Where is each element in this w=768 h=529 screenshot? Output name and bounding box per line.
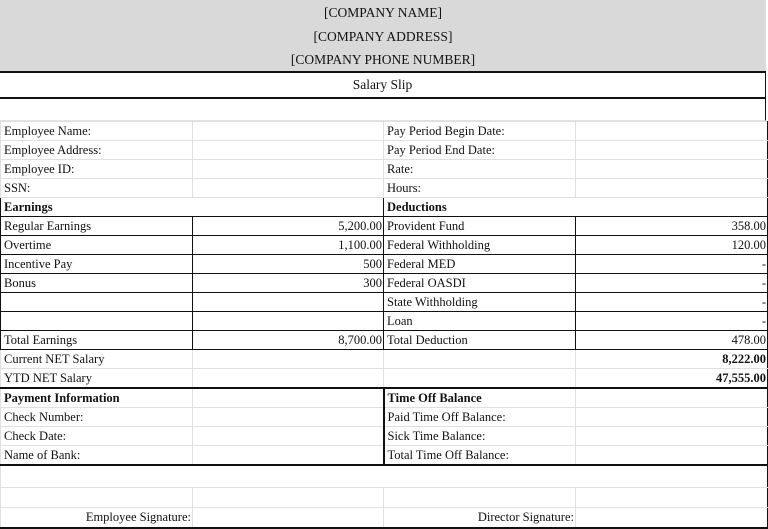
earning-label: Incentive Pay [1, 255, 193, 274]
deduction-amount: - [576, 312, 768, 331]
pay-period-begin-label: Pay Period Begin Date: [384, 122, 576, 141]
spacer-row [0, 99, 766, 121]
total-deduction-label: Total Deduction [384, 331, 576, 350]
empty-cell [1, 488, 193, 508]
sick-time-label: Sick Time Balance: [384, 427, 576, 446]
rate-label: Rate: [384, 160, 576, 179]
director-signature-label: Director Signature: [384, 508, 576, 529]
company-phone: [COMPANY PHONE NUMBER] [290, 52, 476, 67]
employee-name-label: Employee Name: [1, 122, 193, 141]
deduction-amount: - [576, 274, 768, 293]
company-address: [COMPANY ADDRESS] [313, 29, 453, 44]
rate-value[interactable] [576, 160, 768, 179]
empty-cell [384, 350, 576, 369]
info-row [1, 179, 768, 198]
ytd-net-label: YTD NET Salary [1, 369, 193, 389]
earning-amount: 300 [193, 274, 384, 293]
earning-label: Overtime [1, 236, 193, 255]
total-time-off-value[interactable] [576, 446, 768, 466]
time-off-heading: Time Off Balance [384, 388, 576, 408]
earning-amount [193, 312, 384, 331]
deduction-amount: 120.00 [576, 236, 768, 255]
info-row [1, 160, 768, 179]
info-row [1, 427, 768, 446]
info-row [1, 408, 768, 427]
deduction-amount: - [576, 255, 768, 274]
table-row [1, 217, 768, 236]
total-time-off-label: Total Time Off Balance: [384, 446, 576, 466]
deduction-amount: - [576, 293, 768, 312]
employee-address-label: Employee Address: [1, 141, 193, 160]
earning-amount: 5,200.00 [193, 217, 384, 236]
company-header [0, 0, 766, 73]
spacer-row [1, 488, 768, 508]
ytd-salary-row [1, 369, 768, 389]
employee-signature-field[interactable] [193, 508, 384, 529]
section-heading-row [1, 198, 768, 217]
earning-amount [193, 293, 384, 312]
table-row [1, 255, 768, 274]
deduction-label: Federal OASDI [384, 274, 576, 293]
table-row [1, 236, 768, 255]
document-title: Salary Slip [0, 73, 766, 99]
check-date-label: Check Date: [1, 427, 193, 446]
total-earnings-label: Total Earnings [1, 331, 193, 350]
earning-amount: 500 [193, 255, 384, 274]
earning-label [1, 312, 193, 331]
deductions-heading: Deductions [384, 198, 768, 217]
pay-period-begin-value[interactable] [576, 122, 768, 141]
table-row [1, 274, 768, 293]
earnings-heading: Earnings [1, 198, 384, 217]
ssn-value[interactable] [193, 179, 384, 198]
net-salary-row [1, 350, 768, 369]
empty-cell [1, 465, 768, 488]
empty-cell [384, 488, 576, 508]
hours-value[interactable] [576, 179, 768, 198]
empty-cell [384, 369, 576, 389]
empty-cell [576, 388, 768, 408]
check-number-label: Check Number: [1, 408, 193, 427]
table-row [1, 293, 768, 312]
employee-address-value[interactable] [193, 141, 384, 160]
current-net-amount: 8,222.00 [576, 350, 768, 369]
spacer-row [1, 465, 768, 488]
deduction-label: Federal Withholding [384, 236, 576, 255]
paid-time-off-label: Paid Time Off Balance: [384, 408, 576, 427]
deduction-amount: 358.00 [576, 217, 768, 236]
director-signature-field[interactable] [576, 508, 768, 529]
paid-time-off-value[interactable] [576, 408, 768, 427]
earning-label [1, 293, 193, 312]
salary-table [0, 121, 768, 529]
current-net-label: Current NET Salary [1, 350, 193, 369]
ssn-label: SSN: [1, 179, 193, 198]
empty-cell [576, 488, 768, 508]
payment-info-heading: Payment Information [1, 388, 193, 408]
empty-cell [193, 350, 384, 369]
empty-cell [193, 488, 384, 508]
bank-name-label: Name of Bank: [1, 446, 193, 466]
empty-cell [193, 369, 384, 389]
pay-period-end-value[interactable] [576, 141, 768, 160]
deduction-label: Provident Fund [384, 217, 576, 236]
employee-id-label: Employee ID: [1, 160, 193, 179]
company-name: [COMPANY NAME] [324, 5, 442, 20]
employee-signature-label: Employee Signature: [1, 508, 193, 529]
total-earnings-amount: 8,700.00 [193, 331, 384, 350]
check-date-value[interactable] [193, 427, 384, 446]
info-row [1, 141, 768, 160]
pay-period-end-label: Pay Period End Date: [384, 141, 576, 160]
check-number-value[interactable] [193, 408, 384, 427]
hours-label: Hours: [384, 179, 576, 198]
deduction-label: Loan [384, 312, 576, 331]
earning-amount: 1,100.00 [193, 236, 384, 255]
section-heading-row [1, 388, 768, 408]
employee-name-value[interactable] [193, 122, 384, 141]
bank-name-value[interactable] [193, 446, 384, 466]
empty-cell [193, 388, 384, 408]
deduction-label: State Withholding [384, 293, 576, 312]
ytd-net-amount: 47,555.00 [576, 369, 768, 389]
signature-row [1, 508, 768, 529]
info-row [1, 446, 768, 466]
earning-label: Regular Earnings [1, 217, 193, 236]
employee-id-value[interactable] [193, 160, 384, 179]
totals-row [1, 331, 768, 350]
total-deduction-amount: 478.00 [576, 331, 768, 350]
earning-label: Bonus [1, 274, 193, 293]
sick-time-value[interactable] [576, 427, 768, 446]
table-row [1, 312, 768, 331]
info-row [1, 122, 768, 141]
deduction-label: Federal MED [384, 255, 576, 274]
